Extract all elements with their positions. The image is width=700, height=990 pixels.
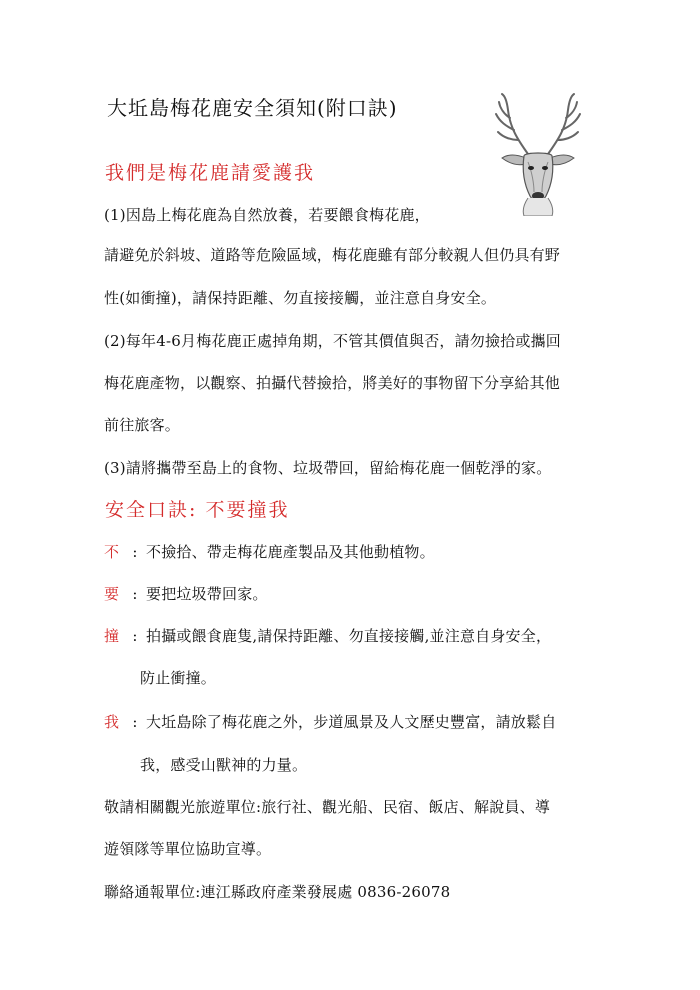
- mnemonic-colon: :: [132, 543, 138, 561]
- mnemonic-item: [104, 711, 556, 732]
- notice-line: 遊領隊等單位協助宣導。: [104, 840, 272, 858]
- mnemonic-item: [104, 541, 435, 562]
- mnemonic-text: 要把垃圾帶回家。: [146, 585, 268, 603]
- mnemonic-key: 要: [104, 585, 120, 603]
- page-title: 大坵島梅花鹿安全須知(附口訣): [107, 96, 398, 120]
- section-heading-mnemonic: 安全口訣: 不要撞我: [105, 499, 290, 521]
- rule-line: 前往旅客。: [104, 416, 181, 434]
- rule-line: (2)每年4-6月梅花鹿正處掉角期，不管其價值與否，請勿撿拾或攜回: [104, 332, 562, 350]
- mnemonic-colon: :: [132, 627, 138, 645]
- mnemonic-text: 不撿拾、帶走梅花鹿產製品及其他動植物。: [146, 543, 435, 561]
- mnemonic-key: 撞: [104, 627, 120, 645]
- mnemonic-colon: :: [132, 585, 138, 603]
- notice-line: 敬請相關觀光旅遊單位:旅行社、觀光船、民宿、飯店、解說員、導: [104, 798, 551, 816]
- mnemonic-item: [104, 583, 268, 604]
- mnemonic-text: 大坵島除了梅花鹿之外，步道風景及人文歷史豐富，請放鬆自: [146, 713, 557, 731]
- rule-line: 性(如衝撞)，請保持距離、勿直接接觸，並注意自身安全。: [104, 289, 497, 307]
- section-heading-protect-deer: 我們是梅花鹿請愛護我: [105, 162, 316, 184]
- deer-head-icon: [488, 92, 588, 216]
- mnemonic-key: 不: [104, 543, 120, 561]
- contact-line: 聯絡通報單位:連江縣政府產業發展處 0836-26078: [104, 883, 451, 901]
- mnemonic-colon: :: [132, 713, 138, 731]
- rule-line: 梅花鹿產物，以觀察、拍攝代替撿拾，將美好的事物留下分享給其他: [104, 374, 561, 392]
- rule-line: 請避免於斜坡、道路等危險區域，梅花鹿雖有部分較親人但仍具有野: [104, 246, 561, 264]
- mnemonic-text: 拍攝或餵食鹿隻,請保持距離、勿直接接觸,並注意自身安全，: [146, 627, 552, 645]
- mnemonic-key: 我: [104, 713, 120, 731]
- mnemonic-continuation: 防止衝撞。: [140, 669, 217, 687]
- mnemonic-item: [104, 625, 551, 646]
- rule-line: (3)請將攜帶至島上的食物、垃圾帶回，留給梅花鹿一個乾淨的家。: [104, 459, 552, 477]
- rule-line: (1)因島上梅花鹿為自然放養，若要餵食梅花鹿，: [104, 206, 430, 224]
- mnemonic-continuation: 我，感受山獸神的力量。: [140, 756, 308, 774]
